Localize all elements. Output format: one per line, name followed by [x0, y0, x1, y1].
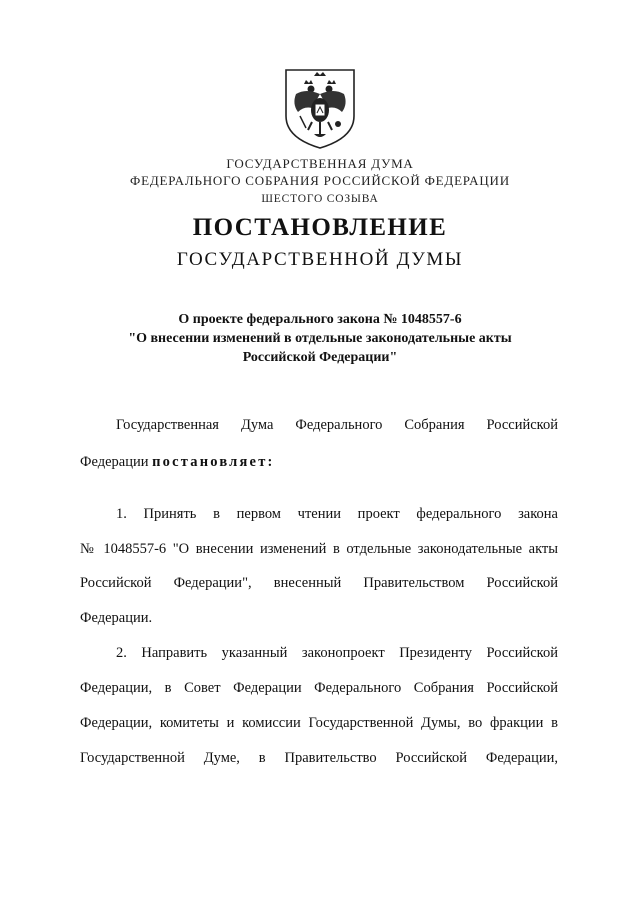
header-line-2: ФЕДЕРАЛЬНОГО СОБРАНИЯ РОССИЙСКОЙ ФЕДЕРАЦИИ: [130, 173, 510, 188]
intro-federation: Федерации: [80, 454, 153, 470]
document-subtitle: ГОСУДАРСТВЕННОЙ ДУМЫ: [176, 249, 464, 270]
paragraph-2-line-2: Федерации, в Совет Федерации Федерального Собрания Российской: [80, 680, 558, 696]
paragraph-2-line-4: Государственной Думе, в Правительство Российской Федерации,: [80, 750, 558, 766]
subject-line-2: "О внесении изменений в отдельные законодательные акты: [128, 331, 512, 346]
resolves-word: постановляет:: [152, 454, 275, 470]
subject-line-1: О проекте федерального закона № 1048557-6: [178, 312, 462, 327]
coat-of-arms-icon: [276, 64, 364, 152]
header-line-1: ГОСУДАРСТВЕННАЯ ДУМА: [226, 156, 414, 171]
paragraph-2-line-3: Федерации, комитеты и комиссии Государственной Думы, во фракции в: [80, 715, 558, 731]
document-title: ПОСТАНОВЛЕНИЕ: [192, 214, 448, 241]
intro-line-1: Государственная Дума Федерального Собрания Российской: [116, 417, 558, 433]
subject-line-3: Российской Федерации": [242, 350, 398, 365]
paragraph-2-line-1: 2. Направить указанный законопроект Президенту Российской: [116, 645, 558, 661]
header-line-3: ШЕСТОГО СОЗЫВА: [261, 193, 379, 205]
paragraph-1-line-4: Федерации.: [80, 610, 153, 626]
paragraph-1-line-3: Российской Федерации", внесенный Правительством Российской: [80, 575, 558, 591]
paragraph-1-line-2: № 1048557-6 "О внесении изменений в отдельные законодательные акты: [80, 541, 558, 557]
intro-line-2: [80, 454, 558, 471]
paragraph-1-line-1: 1. Принять в первом чтении проект федерального закона: [116, 506, 558, 522]
